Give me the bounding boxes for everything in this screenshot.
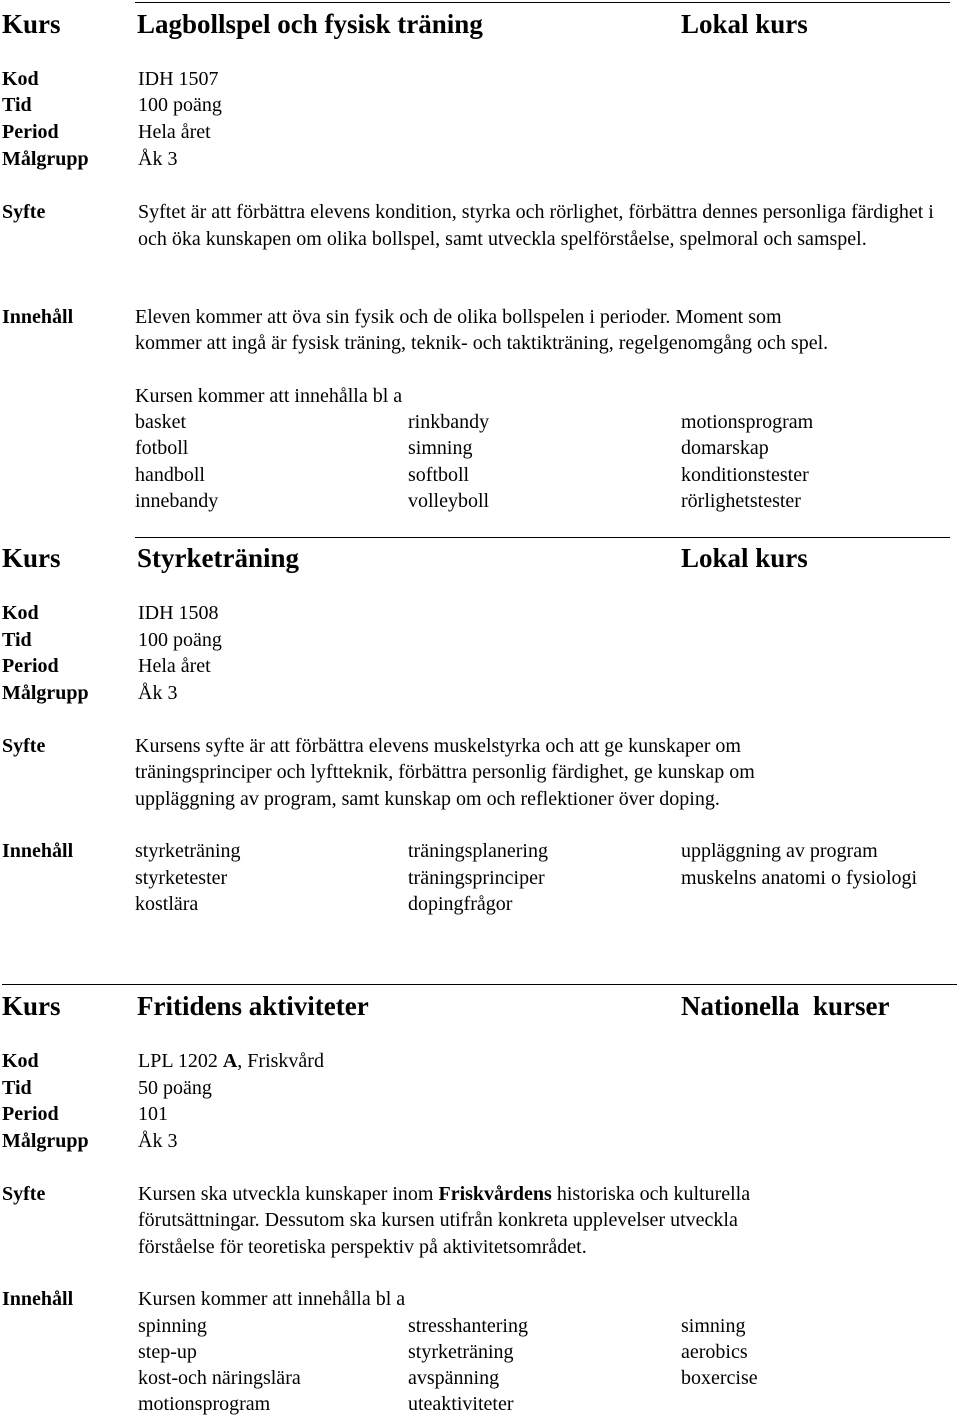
course-kind: Nationella kurser xyxy=(681,991,890,1021)
kod-level: A xyxy=(222,1050,238,1072)
list-item: innebandy xyxy=(135,490,219,512)
period-value: Hela året xyxy=(138,121,211,143)
tid-label: Tid xyxy=(2,629,32,651)
course-title: Styrketräning xyxy=(137,543,299,573)
list-item: dopingfrågor xyxy=(408,893,513,915)
kod-value: IDH 1507 xyxy=(138,68,219,90)
course-title: Fritidens aktiviteter xyxy=(137,991,369,1021)
syfte-text: Syftet är att förbättra elevens kondition, styrka och rörlighet, förbättra dennes personliga färdighet i och öka kunskapen om olika bollspel, samt utveckla spelförståelse, spelmoral och samspel. xyxy=(138,201,934,250)
list-item: handboll xyxy=(135,464,205,486)
top-rule xyxy=(135,2,950,3)
list-item: träningsprinciper xyxy=(408,867,545,889)
list-item: konditionstester xyxy=(681,464,809,486)
list-item: domarskap xyxy=(681,437,769,459)
kurs-label: Kurs xyxy=(2,991,61,1021)
kurs-label: Kurs xyxy=(2,543,61,573)
kurs-label: Kurs xyxy=(2,9,61,39)
list-item: uppläggning av program xyxy=(681,840,878,862)
list-item: motionsprogram xyxy=(138,1393,271,1415)
kod-label: Kod xyxy=(2,602,39,624)
tid-value: 100 poäng xyxy=(138,629,222,651)
syfte-label: Syfte xyxy=(2,1183,46,1205)
section-rule xyxy=(2,984,957,985)
list-item: uteaktiviteter xyxy=(408,1393,514,1415)
list-intro: Kursen kommer att innehålla bl a xyxy=(135,385,403,407)
syfte-text-part: historiska och kulturella xyxy=(551,1183,751,1205)
list-item: styrketräning xyxy=(408,1341,514,1363)
list-item: rörlighetstester xyxy=(681,490,801,512)
syfte-text-line: förståelse för teoretiska perspektiv på aktivitetsområdet. xyxy=(138,1236,587,1258)
list-item: step-up xyxy=(138,1341,197,1363)
malgrupp-value: Åk 3 xyxy=(138,1130,178,1152)
kod-code: LPL 1202 xyxy=(138,1050,223,1072)
list-item: simning xyxy=(681,1315,746,1337)
list-item: kostlära xyxy=(135,893,199,915)
innehall-text-line: kommer att ingå är fysisk träning, teknik- och taktikträning, regelgenomgång och spel. xyxy=(135,332,829,354)
syfte-label: Syfte xyxy=(2,201,46,223)
syfte-text-part: Kursen ska utveckla kunskaper inom xyxy=(138,1183,439,1205)
list-item: avspänning xyxy=(408,1367,500,1389)
kod-value: IDH 1508 xyxy=(138,602,219,624)
syfte-text-line xyxy=(138,1181,750,1207)
list-item: kost-och näringslära xyxy=(138,1367,301,1389)
course-title: Lagbollspel och fysisk träning xyxy=(137,9,483,39)
list-item: simning xyxy=(408,437,473,459)
course-kind: Lokal kurs xyxy=(681,9,808,39)
list-intro: Kursen kommer att innehålla bl a xyxy=(138,1288,406,1310)
tid-label: Tid xyxy=(2,94,32,116)
list-item: spinning xyxy=(138,1315,207,1337)
syfte-text-line: förutsättningar. Dessutom ska kursen utifrån konkreta upplevelser utveckla xyxy=(138,1209,738,1231)
period-label: Period xyxy=(2,655,59,677)
kod-label: Kod xyxy=(2,1050,39,1072)
list-item: basket xyxy=(135,411,187,433)
tid-value: 100 poäng xyxy=(138,94,222,116)
tid-label: Tid xyxy=(2,1077,32,1099)
list-item: muskelns anatomi o fysiologi xyxy=(681,867,918,889)
list-item: boxercise xyxy=(681,1367,758,1389)
innehall-label: Innehåll xyxy=(2,1288,74,1310)
list-item: rinkbandy xyxy=(408,411,490,433)
syfte-text-line: uppläggning av program, samt kunskap om och reflektioner över doping. xyxy=(135,788,720,810)
malgrupp-value: Åk 3 xyxy=(138,682,178,704)
syfte-text-bold: Friskvårdens xyxy=(438,1183,552,1205)
kod-value xyxy=(138,1048,324,1074)
course-kind: Lokal kurs xyxy=(681,543,808,573)
list-item: styrketräning xyxy=(135,840,241,862)
period-value: Hela året xyxy=(138,655,211,677)
innehall-text-line: Eleven kommer att öva sin fysik och de olika bollspelen i perioder. Moment som xyxy=(135,306,782,328)
malgrupp-label: Målgrupp xyxy=(2,1130,89,1152)
list-item: styrketester xyxy=(135,867,228,889)
innehall-label: Innehåll xyxy=(2,306,74,328)
kod-label: Kod xyxy=(2,68,39,90)
innehall-label: Innehåll xyxy=(2,840,74,862)
list-item: träningsplanering xyxy=(408,840,548,862)
list-item: stresshantering xyxy=(408,1315,528,1337)
period-label: Period xyxy=(2,121,59,143)
malgrupp-label: Målgrupp xyxy=(2,148,89,170)
malgrupp-label: Målgrupp xyxy=(2,682,89,704)
malgrupp-value: Åk 3 xyxy=(138,148,178,170)
syfte-text-line: träningsprinciper och lyftteknik, förbättra personlig färdighet, ge kunskap om xyxy=(135,761,755,783)
kod-subject: , Friskvård xyxy=(237,1050,324,1072)
period-value: 101 xyxy=(138,1103,168,1125)
list-item: fotboll xyxy=(135,437,189,459)
list-item: aerobics xyxy=(681,1341,748,1363)
syfte-text-line: Kursens syfte är att förbättra elevens muskelstyrka och att ge kunskaper om xyxy=(135,735,741,757)
syfte-label: Syfte xyxy=(2,735,46,757)
period-label: Period xyxy=(2,1103,59,1125)
list-item: volleyboll xyxy=(408,490,490,512)
list-item: motionsprogram xyxy=(681,411,814,433)
section-rule xyxy=(135,537,950,538)
list-item: softboll xyxy=(408,464,470,486)
tid-value: 50 poäng xyxy=(138,1077,212,1099)
